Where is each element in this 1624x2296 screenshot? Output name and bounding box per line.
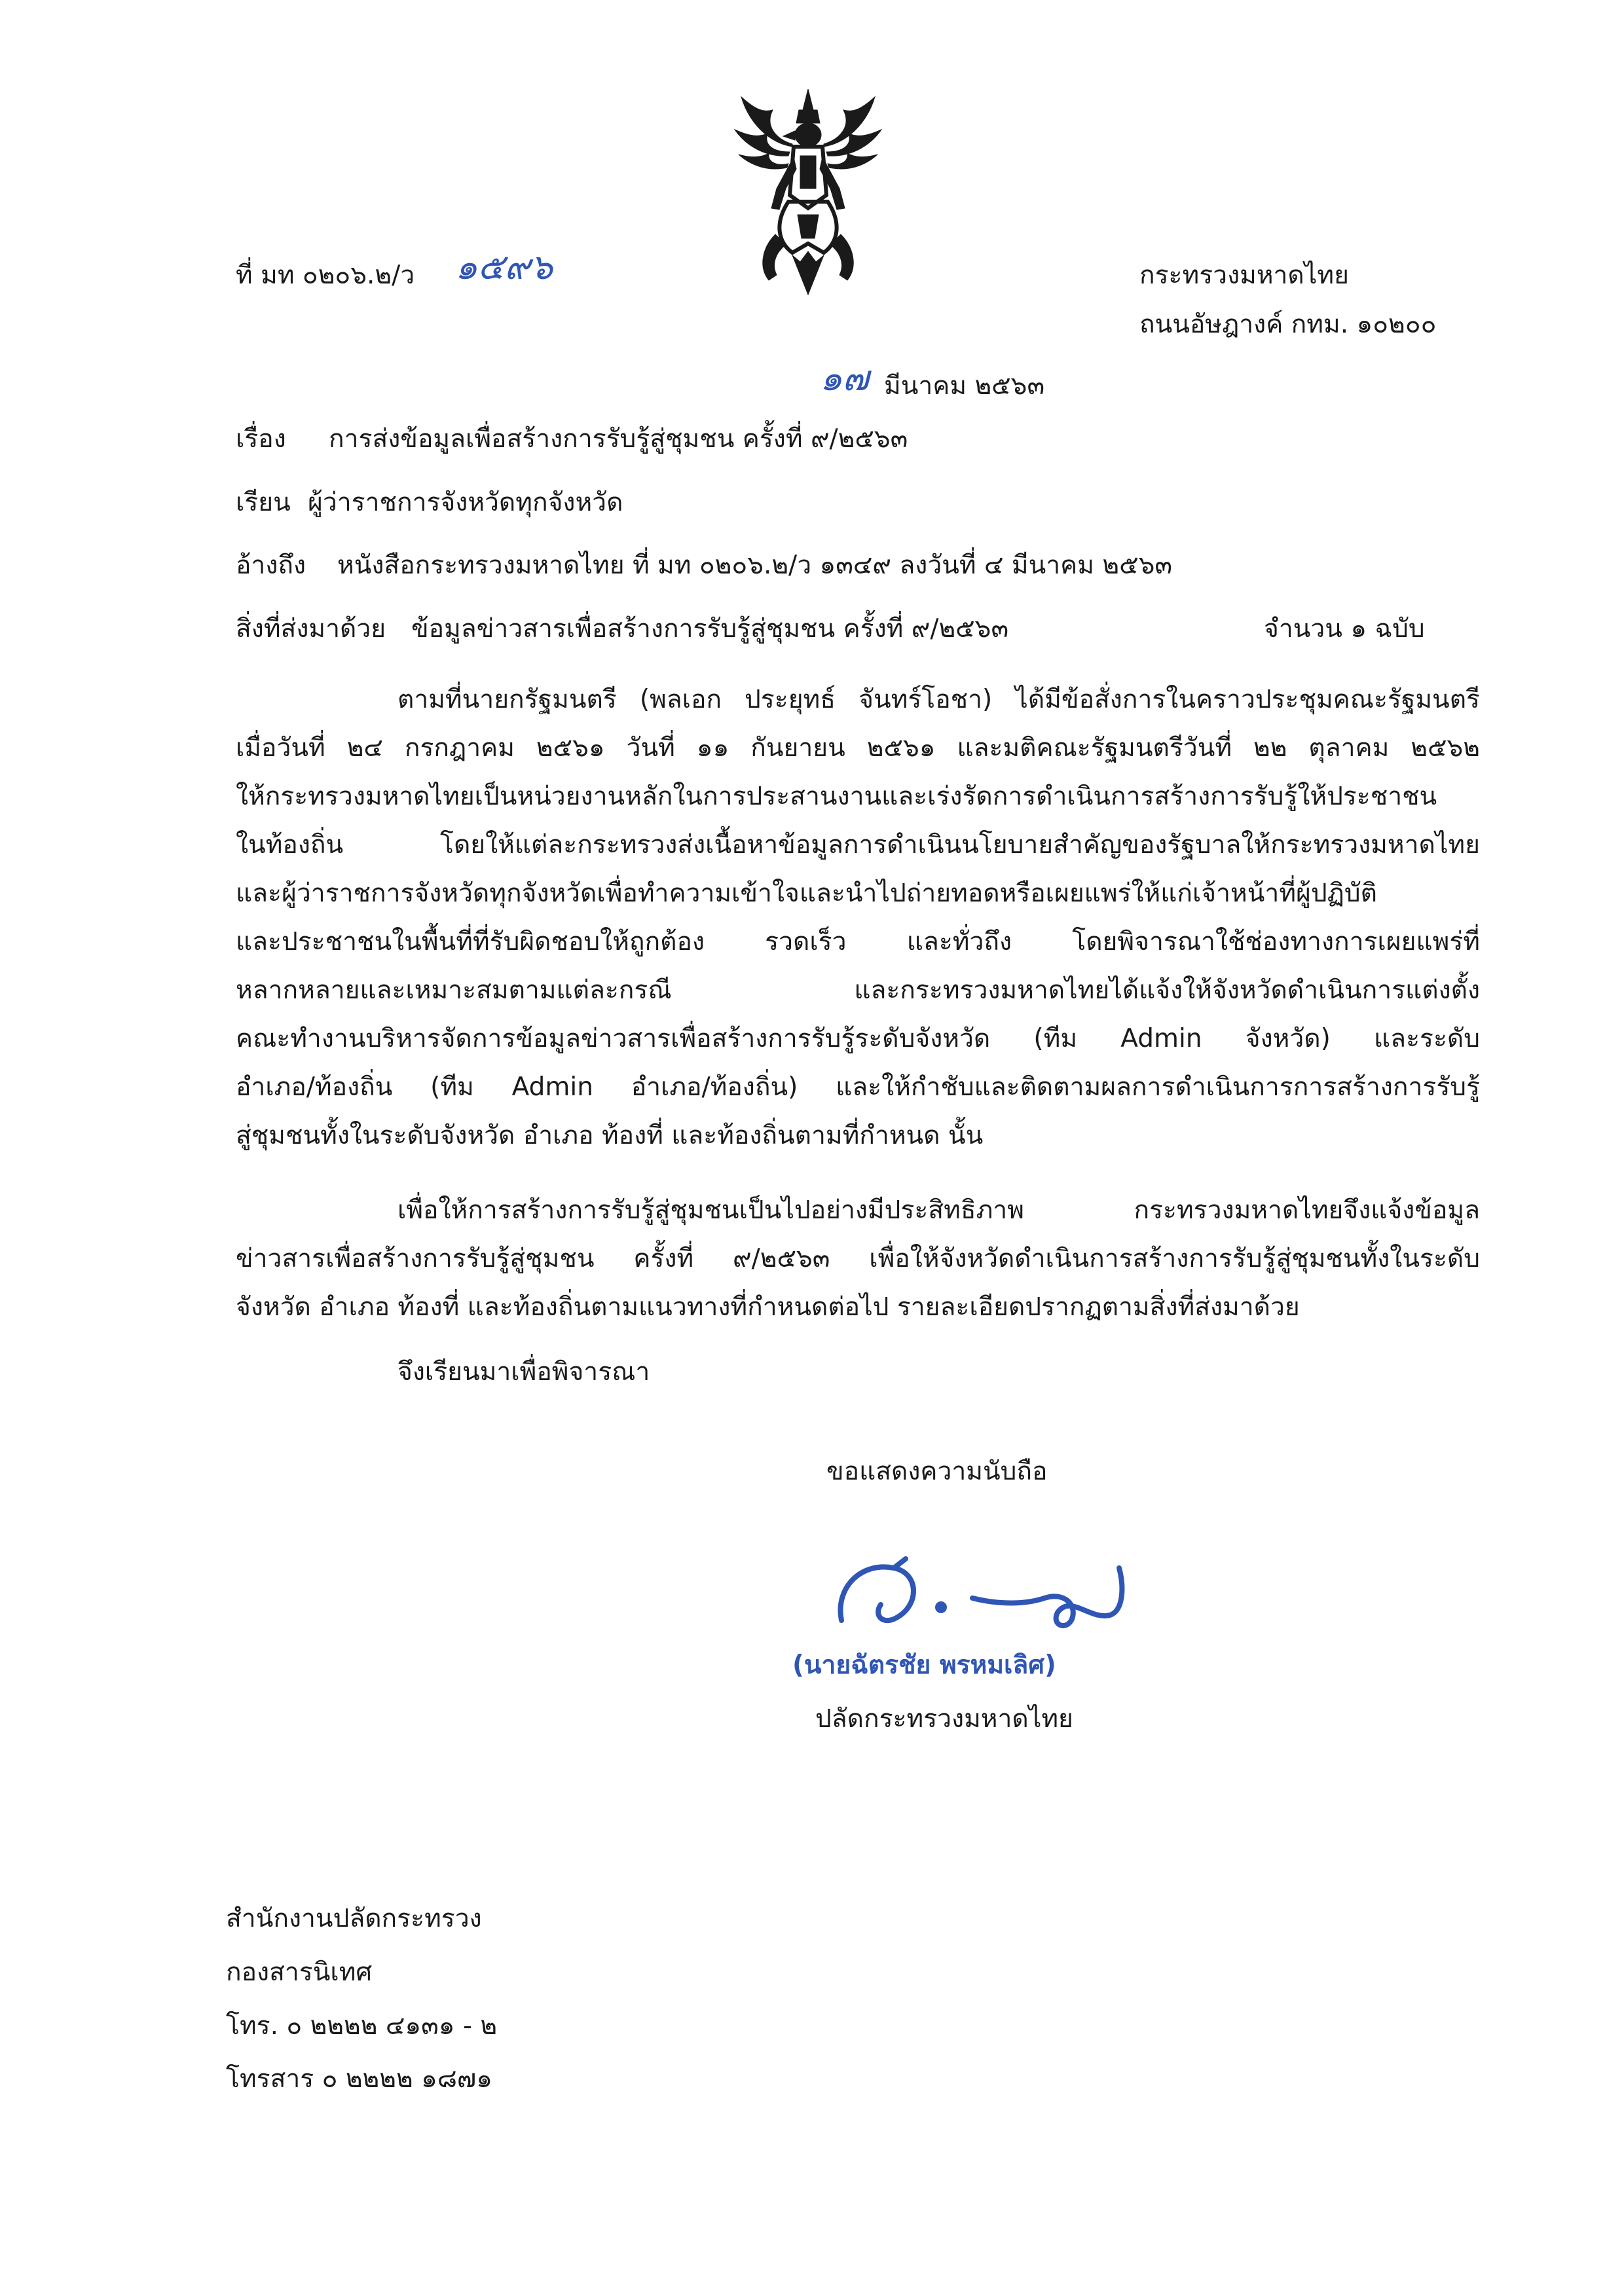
paragraph-line: และประชาชนในพื้นที่ที่รับผิดชอบให้ถูกต้อง รวดเร็ว และทั่วถึง โดยพิจารณาใช้ช่องทางการเผยแพร่ที่ xyxy=(236,927,1480,957)
paragraph-line: และผู้ว่าราชการจังหวัดทุกจังหวัดเพื่อทำความเข้าใจและนำไปถ่ายทอดหรือเผยแพร่ให้แก่เจ้าหน้าที่ผู้ปฏิบัติ xyxy=(236,879,1377,908)
reference-text: หนังสือกระทรวงมหาดไทย ที่ มท ๐๒๐๖.๒/ว ๑๓๔๙ ลงวันที่ ๔ มีนาคม ๒๕๖๓ xyxy=(337,551,1173,580)
paragraph-line: อำเภอ/ท้องถิ่น (ทีม Admin อำเภอ/ท้องถิ่น) และให้กำชับและติดตามผลการดำเนินการการสร้างการรับรู้ xyxy=(236,1072,1480,1102)
reference-number-label: ที่ มท ๐๒๐๖.๒/ว xyxy=(236,261,415,290)
paragraph-line: จังหวัด อำเภอ ท้องที่ และท้องถิ่นตามแนวทางที่กำหนดต่อไป รายละเอียดปรากฏตามสิ่งที่ส่งมาด้วย xyxy=(236,1292,1300,1322)
reference-label: อ้างถึง xyxy=(236,551,306,580)
paragraph-line: ตามที่นายกรัฐมนตรี (พลเอก ประยุทธ์ จันทร์โอชา) ได้มีข้อสั่งการในคราวประชุมคณะรัฐมนตรี xyxy=(397,685,1480,714)
body-paragraph-1 xyxy=(236,676,1480,1160)
paragraph-line: ให้กระทรวงมหาดไทยเป็นหน่วยงานหลักในการประสานงานและเร่งรัดการดำเนินการสร้างการรับรู้ให้ประชาชน xyxy=(236,782,1437,811)
recipient-label: เรียน xyxy=(236,488,291,517)
ministry-address: ถนนอัษฎางค์ กทม. ๑๐๒๐๐ xyxy=(1139,310,1437,339)
signatory-name: (นายฉัตรชัย พรหมเลิศ) xyxy=(792,1650,1056,1680)
footer-fax: โทรสาร ๐ ๒๒๒๒ ๑๘๗๑ xyxy=(226,2064,493,2094)
closing-request: จึงเรียนมาเพื่อพิจารณา xyxy=(397,1357,650,1387)
paragraph-line: เมื่อวันที่ ๒๔ กรกฎาคม ๒๕๖๑ วันที่ ๑๑ กันยายน ๒๕๖๑ และมติคณะรัฐมนตรีวันที่ ๒๒ ตุลาคม ๒๕๖๒ xyxy=(236,733,1480,763)
date-day-handwritten: ๑๗ xyxy=(820,357,869,399)
paragraph-line: เพื่อให้การสร้างการรับรู้สู่ชุมชนเป็นไปอย่างมีประสิทธิภาพ กระทรวงมหาดไทยจึงแจ้งข้อมูล xyxy=(397,1195,1480,1225)
paragraph-line: หลากหลายและเหมาะสมตามแต่ละกรณี และกระทรวงมหาดไทยได้แจ้งให้จังหวัดดำเนินการแต่งตั้ง xyxy=(236,975,1480,1005)
reference-number-handwritten: ๑๕๙๖ xyxy=(455,246,553,287)
signatory-position: ปลัดกระทรวงมหาดไทย xyxy=(815,1704,1073,1734)
footer-division: กองสารนิเทศ xyxy=(226,1958,373,1987)
paragraph-line: คณะทำงานบริหารจัดการข้อมูลข่าวสารเพื่อสร้างการรับรู้ระดับจังหวัด (ทีม Admin จังหวัด) และระดับ xyxy=(236,1024,1480,1053)
enclosure-label: สิ่งที่ส่งมาด้วย xyxy=(236,614,386,644)
date-text: มีนาคม ๒๕๖๓ xyxy=(884,371,1045,401)
garuda-emblem xyxy=(729,84,887,300)
ministry-name: กระทรวงมหาดไทย xyxy=(1139,261,1349,290)
footer-phone: โทร. ๐ ๒๒๒๒ ๔๑๓๑ - ๒ xyxy=(226,2011,498,2041)
subject-label: เรื่อง xyxy=(236,424,286,454)
enclosure-count: จำนวน ๑ ฉบับ xyxy=(1264,614,1425,644)
recipient-text: ผู้ว่าราชการจังหวัดทุกจังหวัด xyxy=(308,488,623,517)
footer-office: สำนักงานปลัดกระทรวง xyxy=(226,1904,482,1933)
salutation: ขอแสดงความนับถือ xyxy=(826,1457,1048,1486)
paragraph-line: ข่าวสารเพื่อสร้างการรับรู้สู่ชุมชน ครั้งที่ ๙/๒๕๖๓ เพื่อให้จังหวัดดำเนินการสร้างการรับรู้สู่ชุมชนทั้งในระดับ xyxy=(236,1244,1480,1273)
enclosure-text: ข้อมูลข่าวสารเพื่อสร้างการรับรู้สู่ชุมชน ครั้งที่ ๙/๒๕๖๓ xyxy=(411,614,1009,644)
handwritten-signature xyxy=(828,1542,1136,1640)
body-paragraph-2 xyxy=(236,1186,1480,1332)
subject-text: การส่งข้อมูลเพื่อสร้างการรับรู้สู่ชุมชน ครั้งที่ ๙/๒๕๖๓ xyxy=(329,424,908,454)
paragraph-line: ในท้องถิ่น โดยให้แต่ละกระทรวงส่งเนื้อหาข้อมูลการดำเนินนโยบายสำคัญของรัฐบาลให้กระทรวงมหาดไทย xyxy=(236,830,1480,860)
paragraph-line: สู่ชุมชนทั้งในระดับจังหวัด อำเภอ ท้องที่ และท้องถิ่นตามที่กำหนด นั้น xyxy=(236,1121,984,1150)
